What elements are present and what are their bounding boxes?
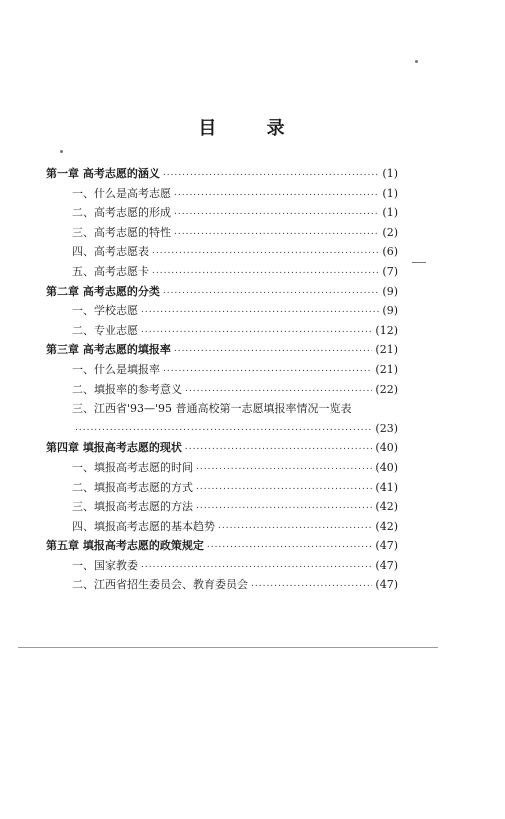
dot-leader <box>196 478 372 498</box>
toc-section-entry <box>46 399 398 419</box>
toc-section-entry <box>46 556 398 576</box>
toc-entry-label: 二、江西省招生委员会、教育委员会 <box>72 578 248 592</box>
toc-section-entry <box>46 321 398 341</box>
toc-entry-label: 第五章 填报高考志愿的政策规定 <box>46 539 204 553</box>
dot-leader <box>251 575 372 595</box>
toc-page-number: (1) <box>382 167 398 180</box>
toc-chapter-entry <box>46 536 398 556</box>
toc-entry-label: 三、高考志愿的特性 <box>72 225 171 239</box>
toc-entry-label: 二、填报高考志愿的方式 <box>72 480 193 494</box>
toc-entry-label: 第三章 高考志愿的填报率 <box>46 343 171 357</box>
toc-entry-label: 一、什么是高考志愿 <box>72 186 171 200</box>
dot-leader <box>218 517 372 537</box>
toc-chapter-entry <box>46 282 398 302</box>
toc-page-number: (40) <box>375 441 398 455</box>
table-of-contents <box>46 164 398 595</box>
toc-page-number: (23) <box>375 421 398 435</box>
toc-section-entry <box>46 242 398 262</box>
toc-entry-label: 五、高考志愿卡 <box>72 264 149 278</box>
divider <box>18 647 438 648</box>
toc-entry-label: 四、高考志愿表 <box>72 245 149 259</box>
toc-entry-label: 第一章 高考志愿的涵义 <box>46 167 160 180</box>
toc-section-entry <box>46 262 398 282</box>
toc-entry-label: 三、填报高考志愿的方法 <box>72 500 193 514</box>
dot-leader <box>196 497 372 517</box>
toc-entry-label: 一、国家教委 <box>72 558 138 572</box>
dot-leader <box>152 242 379 262</box>
dot-leader <box>163 360 372 380</box>
toc-section-entry <box>46 478 398 498</box>
toc-entry-label: 一、什么是填报率 <box>72 362 160 376</box>
toc-page-number: (41) <box>375 480 398 494</box>
dot-leader <box>174 340 373 360</box>
toc-section-entry <box>46 184 398 204</box>
dot-leader <box>174 184 379 204</box>
toc-page-number: (7) <box>382 264 398 278</box>
toc-page-number: (12) <box>375 323 398 337</box>
scan-speck <box>412 262 426 263</box>
toc-page-number: (21) <box>375 343 398 357</box>
toc-page-number: (1) <box>382 206 398 220</box>
toc-section-entry <box>46 301 398 321</box>
toc-entry-label: 第四章 填报高考志愿的现状 <box>46 441 182 455</box>
toc-entry-label: 一、学校志愿 <box>72 304 138 318</box>
toc-chapter-entry <box>46 438 398 458</box>
toc-page-number: (21) <box>375 362 398 376</box>
toc-page-number: (9) <box>382 284 398 298</box>
dot-leader <box>141 321 372 341</box>
toc-section-entry <box>46 380 398 400</box>
toc-entry-label: 三、江西省'93—'95 普通高校第一志愿填报率情况一览表 <box>72 402 352 416</box>
page-title: 目 录 <box>198 118 307 139</box>
dot-leader <box>185 380 372 400</box>
toc-page-number: (2) <box>382 225 398 239</box>
toc-entry-label: 二、填报率的参考意义 <box>72 382 182 396</box>
toc-page-number: (47) <box>375 558 398 572</box>
scan-speck <box>60 150 63 153</box>
toc-page-number: (47) <box>375 578 398 592</box>
toc-page-number: (42) <box>375 500 398 514</box>
toc-page-number: (1) <box>382 186 398 200</box>
toc-page-number: (47) <box>375 539 398 553</box>
toc-section-entry <box>46 203 398 223</box>
dot-leader <box>163 282 380 302</box>
toc-page-number: (22) <box>375 382 398 396</box>
dot-leader <box>152 262 379 282</box>
toc-section-entry <box>46 458 398 478</box>
toc-section-entry <box>46 497 398 517</box>
dot-leader <box>207 536 373 556</box>
toc-page-number: (40) <box>375 460 398 474</box>
toc-section-entry <box>46 419 398 439</box>
toc-chapter-entry <box>46 164 398 184</box>
toc-chapter-entry <box>46 340 398 360</box>
toc-page-number: (6) <box>382 245 398 259</box>
toc-section-entry <box>46 223 398 243</box>
toc-section-entry <box>46 360 398 380</box>
toc-entry-label: 二、专业志愿 <box>72 323 138 337</box>
toc-section-entry <box>46 575 398 595</box>
dot-leader <box>163 164 380 184</box>
toc-entry-label: 二、高考志愿的形成 <box>72 206 171 220</box>
dot-leader <box>75 419 372 439</box>
dot-leader <box>174 223 379 243</box>
toc-page-number: (42) <box>375 519 398 533</box>
scan-speck <box>415 60 418 63</box>
toc-entry-label: 四、填报高考志愿的基本趋势 <box>72 519 215 533</box>
dot-leader <box>196 458 372 478</box>
toc-entry-label: 第二章 高考志愿的分类 <box>46 284 160 298</box>
dot-leader <box>174 203 379 223</box>
toc-page-number: (9) <box>382 304 398 318</box>
toc-section-entry <box>46 517 398 537</box>
dot-leader <box>141 301 379 321</box>
dot-leader <box>141 556 372 576</box>
dot-leader <box>185 438 373 458</box>
toc-entry-label: 一、填报高考志愿的时间 <box>72 460 193 474</box>
